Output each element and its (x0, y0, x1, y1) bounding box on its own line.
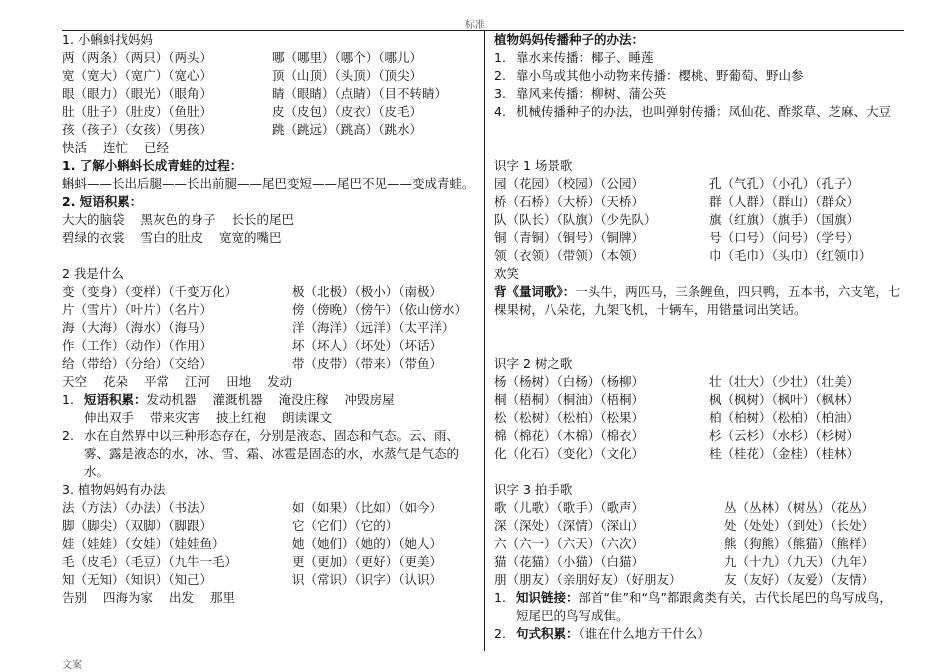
seed-item: 3. 靠风来传播：柳树、蒲公英 (494, 86, 667, 101)
vocab-row: 片（雪片）（叶片）（名片） 傍（傍晚）（傍午）（依山傍水） (62, 302, 468, 317)
lesson-2-vocab (62, 283, 476, 373)
vocab-row: 猫（花猫）（小猫）（白猫） 九（十九）（九天）（九年） (494, 554, 875, 569)
lesson-1-vocab (62, 49, 476, 139)
page-header: 标准 (465, 20, 485, 31)
vocab-row: 毛（皮毛）（毛豆）（九牛一毛） 更（更加）（更好）（更美） (62, 554, 443, 569)
vocab-row: 六（六一）（六天）（六次） 熊（狗熊）（熊猫）（熊样） (494, 536, 875, 551)
vocab-row: 棉（棉花）（木棉）（棉衣） 杉（云杉）（水杉）（杉树） (494, 428, 860, 443)
vocab-row: 歌（儿歌）（歌手）（歌声） 丛（丛林）（树丛）（花丛） (494, 500, 875, 515)
vocab-row: 杨（杨树）（白杨）（杨柳） 壮（壮大）（少壮）（壮美） (494, 374, 860, 389)
lesson-2-phrases-cont: 伸出双手 带来灾害 披上红袍 朗读课文 (84, 410, 333, 425)
measure-word-song: 背《量词歌》：一头牛，两匹马，三条鲤鱼，四只鸭，五本书，六支笔，七棵果树，八朵花，九架飞机，十辆车，用错量词出笑话。 (494, 284, 901, 317)
vocab-row: 桥（石桥）（大桥）（天桥） 群（人群）（群山）（群众） (494, 194, 860, 209)
sentence-pattern: 2. 句式积累：（谁在什么地方干什么） (494, 626, 710, 641)
left-column (62, 31, 476, 607)
right-column (494, 31, 904, 643)
seeds-title: 植物妈妈传播种子的办法： (494, 32, 645, 47)
vocab-row: 园（花园）（校园）（公园） 孔（气孔）（小孔）（孔子） (494, 176, 860, 191)
vocab-row: 法（方法）（办法）（书法） 如（如果）（比如）（如今） (62, 500, 443, 515)
lesson-2-words: 天空 花朵 平常 江河 田地 发动 (62, 374, 293, 389)
vocab-row: 宽（宽大）（宽广）（宽心） 顶（山顶）（头顶）（顶尖） (62, 68, 423, 83)
vocab-row: 朋（朋友）（亲朋好友）（好朋友） 友（友好）（友爱）（友情） (494, 572, 875, 587)
vocab-row: 变（变身）（变样）（千变万化） 极（北极）（极小）（南极） (62, 284, 443, 299)
phrase-row: 大大的脑袋 黑灰色的身子 长长的尾巴 (62, 212, 295, 227)
lesson-3-words: 告别 四海为家 出发 那里 (62, 590, 236, 605)
vocab-row: 作（工作）（动作）（作用） 坏（坏人）（坏处）（坏话） (62, 338, 443, 353)
process-title: 1. 了解小蝌蚪长成青蛙的过程： (62, 158, 243, 173)
literacy-2-vocab (494, 373, 904, 463)
lesson-3-title: 3. 植物妈妈有办法 (62, 482, 166, 497)
seed-item: 2. 靠小鸟或其他小动物来传播：樱桃、野葡萄、野山参 (494, 68, 804, 83)
lesson-1-title: 1. 小蝌蚪找妈妈 (62, 32, 153, 47)
vocab-row: 松（松树）（松柏）（松果） 柏（柏树）（松柏）（柏油） (494, 410, 860, 425)
process-text: 蝌蚪——长出后腿——长出前腿——尾巴变短——尾巴不见——变成青蛙。 (62, 176, 475, 191)
vocab-row: 眼（眼力）（眼光）（眼角） 睛（眼睛）（点睛）（目不转睛） (62, 86, 448, 101)
vocab-row: 知（无知）（知识）（知己） 识（常识）（识字）（认识） (62, 572, 443, 587)
literacy-3-title: 识字 3 拍手歌 (494, 482, 573, 497)
vocab-row: 孩（孩子）（女孩）（男孩） 跳（跳远）（跳高）（跳水） (62, 122, 423, 137)
lesson-3-vocab (62, 499, 476, 589)
literacy-1-word: 欢笑 (494, 266, 520, 281)
literacy-2-title: 识字 2 树之歌 (494, 356, 573, 371)
vocab-row: 给（带给）（分给）（交给） 带（皮带）（带来）（带鱼） (62, 356, 443, 371)
vocab-row: 脚（脚尖）（双脚）（脚跟） 它（它们）（它的） (62, 518, 399, 533)
water-fact: 2. 水在自然界中以三种形态存在，分别是液态、固态和气态。云、雨、雾、露是液态的水，冰、雪、霜、冰雹是固态的水，水蒸气是气态的水。 (62, 428, 460, 479)
seed-item: 4. 机械传播种子的办法，也叫弹射传播：凤仙花、酢浆草、芝麻、大豆 (494, 104, 892, 119)
vocab-row: 深（深处）（深情）（深山） 处（处处）（到处）（长处） (494, 518, 875, 533)
vocab-row: 化（化石）（变化）（文化） 桂（桂花）（金桂）（桂林） (494, 446, 860, 461)
vocab-row: 队（队长）（队旗）（少先队） 旗（红旗）（旗手）（国旗） (494, 212, 860, 227)
seed-item: 1. 靠水来传播：椰子、睡莲 (494, 50, 654, 65)
column-divider (484, 31, 485, 651)
literacy-3-vocab (494, 499, 904, 589)
knowledge-link: 1. 知识链接：部首“隹”和“鸟”都跟禽类有关，古代长尾巴的鸟写成鸟，短尾巴的鸟写成隹。 (494, 590, 892, 623)
vocab-row: 领（衣领）（带领）（本领） 巾（毛巾）（头巾）（红领巾） (494, 248, 872, 263)
literacy-1-vocab (494, 175, 904, 265)
phrase-row: 碧绿的衣裳 雪白的肚皮 宽宽的嘴巴 (62, 230, 282, 245)
literacy-1-title: 识字 1 场景歌 (494, 158, 573, 173)
vocab-row: 肚（肚子）（肚皮）（鱼肚） 皮（皮包）（皮衣）（皮毛） (62, 104, 423, 119)
vocab-row: 铜（青铜）（铜号）（铜牌） 号（口号）（问号）（学号） (494, 230, 860, 245)
vocab-row: 娃（娃娃）（女娃）（娃娃鱼） 她（她们）（她的）（她人） (62, 536, 443, 551)
page-footer: 文案 (62, 660, 82, 671)
phrase-title: 2. 短语积累： (62, 194, 143, 209)
lesson-1-words: 快活 连忙 已经 (62, 140, 170, 155)
lesson-2-phrases: 1. 短语积累：发动机器 灌溉机器 淹没庄稼 冲毁房屋 (62, 392, 395, 407)
vocab-row: 两（两条）（两只）（两头） 哪（哪里）（哪个）（哪儿） (62, 50, 423, 65)
vocab-row: 海（大海）（海水）（海马） 洋（海洋）（远洋）（太平洋） (62, 320, 455, 335)
lesson-2-title: 2 我是什么 (62, 266, 124, 281)
vocab-row: 桐（梧桐）（桐油）（梧桐） 枫（枫树）（枫叶）（枫林） (494, 392, 860, 407)
